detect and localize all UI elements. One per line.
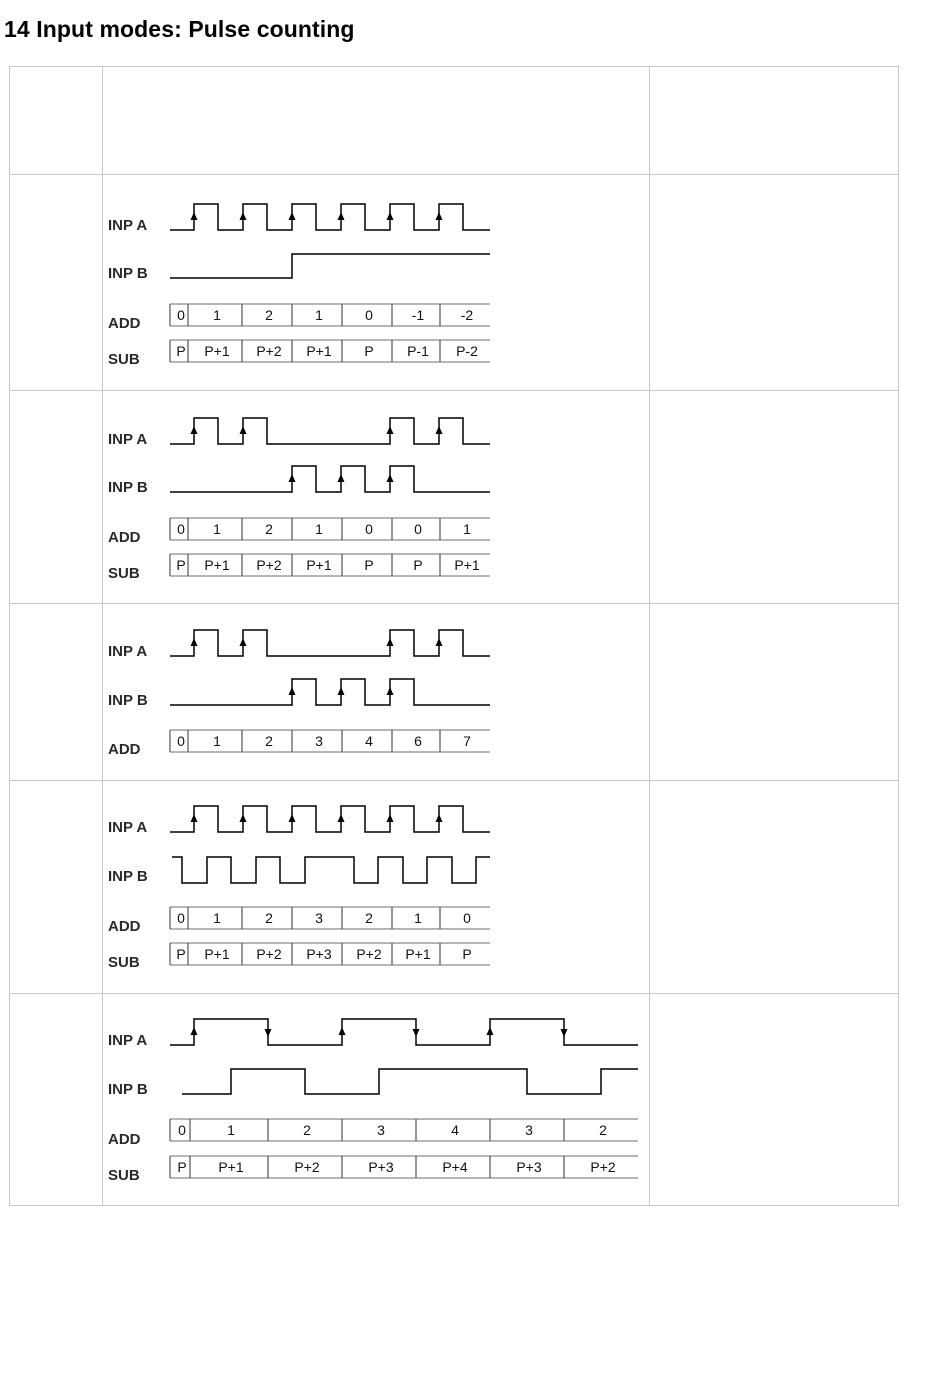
rising-edge-arrow [387,212,394,220]
sub-label: SUB [108,954,140,971]
add-row-value: 3 [315,733,323,749]
rising-edge-arrow [339,1027,346,1035]
timing-diagram-3 [104,607,644,777]
rising-edge-arrow [387,426,394,434]
add-row-value: 0 [463,910,471,926]
sub-row-value: P+1 [405,946,431,962]
page-heading: 14 Input modes: Pulse counting [4,16,355,42]
sub-row-value: P+2 [256,946,282,962]
inp-a-signal [170,204,490,230]
add-row-value: 1 [213,307,221,323]
column-divider [102,66,103,1206]
sub-row-value: P+2 [256,557,282,573]
add-row-value: 2 [265,733,273,749]
sub-row-value: P+3 [368,1159,394,1175]
timing-diagram-1 [104,180,644,380]
inp-b-label: INP B [108,1081,148,1098]
add-row-value: 7 [463,733,471,749]
rising-edge-arrow [387,814,394,822]
add-label: ADD [108,741,141,758]
timing-diagram-4 [104,783,644,983]
column-divider [649,66,650,1206]
timing-diagram-5 [104,996,644,1196]
inp-a-label: INP A [108,819,148,836]
rising-edge-arrow [240,426,247,434]
add-row-value: 4 [365,733,373,749]
sub-row-value: P-1 [407,343,429,359]
sub-row-value: P [462,946,472,962]
rising-edge-arrow [289,687,296,695]
sub-row-value: P+1 [306,343,332,359]
sub-row-value: P+1 [204,343,230,359]
rising-edge-arrow [191,212,198,220]
rising-edge-arrow [387,638,394,646]
rising-edge-arrow [387,687,394,695]
sub-row-value: P [176,343,186,359]
add-row-value: 0 [365,307,373,323]
add-label: ADD [108,315,141,332]
add-row-value: 6 [414,733,422,749]
sub-label: SUB [108,565,140,582]
add-row-value: 1 [463,521,471,537]
add-row-value: 0 [365,521,373,537]
inp-a-label: INP A [108,643,148,660]
rising-edge-arrow [240,814,247,822]
inp-a-label: INP A [108,1032,148,1049]
inp-b-label: INP B [108,692,148,709]
inp-a-label: INP A [108,217,148,234]
add-row-value: -1 [411,307,425,323]
add-label: ADD [108,918,141,935]
rising-edge-arrow [191,1027,198,1035]
inp-b-label: INP B [108,265,148,282]
sub-label: SUB [108,351,140,368]
add-row-value: 2 [265,910,273,926]
sub-row-value: P [413,557,423,573]
sub-row-value: P+3 [516,1159,542,1175]
add-row-value: 1 [213,733,221,749]
rising-edge-arrow [191,638,198,646]
add-row-value: 2 [265,521,273,537]
sub-label: SUB [108,1167,140,1184]
inp-a-label: INP A [108,431,148,448]
add-row-value: 0 [177,910,185,926]
sub-row-value: P-2 [456,343,478,359]
add-row-value: 1 [213,910,221,926]
add-row-value: 2 [265,307,273,323]
table-header-row [9,66,899,174]
inp-b-label: INP B [108,479,148,496]
add-row-value: 2 [599,1122,607,1138]
add-row-value: 0 [178,1122,186,1138]
sub-row-value: P [176,946,186,962]
add-row-value: 2 [303,1122,311,1138]
sub-row-value: P+2 [256,343,282,359]
falling-edge-arrow [265,1029,272,1037]
rising-edge-arrow [289,814,296,822]
rising-edge-arrow [191,814,198,822]
inp-a-signal [170,1019,638,1045]
inp-b-label: INP B [108,868,148,885]
add-row-value: 0 [177,733,185,749]
rising-edge-arrow [436,814,443,822]
rising-edge-arrow [338,687,345,695]
add-row-value: 1 [414,910,422,926]
add-row-value: 0 [177,307,185,323]
add-row-value: 1 [315,307,323,323]
rising-edge-arrow [387,474,394,482]
rising-edge-arrow [436,212,443,220]
sub-row-value: P [176,557,186,573]
sub-row-value: P+1 [204,946,230,962]
sub-row-value: P+4 [442,1159,468,1175]
inp-a-signal [170,630,490,656]
inp-b-signal [170,679,490,705]
add-label: ADD [108,529,141,546]
sub-row-value: P+1 [306,557,332,573]
inp-b-signal [170,254,490,278]
rising-edge-arrow [240,638,247,646]
rising-edge-arrow [338,212,345,220]
add-row-value: 1 [213,521,221,537]
rising-edge-arrow [338,814,345,822]
sub-row-value: P+1 [204,557,230,573]
rising-edge-arrow [289,474,296,482]
add-row-value: 3 [525,1122,533,1138]
inp-a-signal [170,418,490,444]
sub-row-value: P+3 [306,946,332,962]
rising-edge-arrow [240,212,247,220]
add-row-value: 3 [377,1122,385,1138]
sub-row-value: P+2 [590,1159,616,1175]
sub-row-value: P [177,1159,187,1175]
inp-b-signal [172,857,490,883]
inp-a-signal [170,806,490,832]
falling-edge-arrow [561,1029,568,1037]
rising-edge-arrow [289,212,296,220]
sub-row-value: P [364,343,374,359]
add-row-value: 1 [315,521,323,537]
falling-edge-arrow [413,1029,420,1037]
rising-edge-arrow [338,474,345,482]
add-row-value: 1 [227,1122,235,1138]
rising-edge-arrow [487,1027,494,1035]
sub-row-value: P+1 [454,557,480,573]
inp-b-signal [170,466,490,492]
sub-row-value: P [364,557,374,573]
timing-diagram-2 [104,394,644,594]
inp-b-signal [182,1069,638,1094]
add-row-value: 4 [451,1122,459,1138]
rising-edge-arrow [436,426,443,434]
rising-edge-arrow [436,638,443,646]
add-row-value: 3 [315,910,323,926]
rising-edge-arrow [191,426,198,434]
add-label: ADD [108,1131,141,1148]
sub-row-value: P+2 [356,946,382,962]
add-row-value: 2 [365,910,373,926]
add-row-value: -2 [460,307,474,323]
add-row-value: 0 [177,521,185,537]
add-row-value: 0 [414,521,422,537]
sub-row-value: P+2 [294,1159,320,1175]
sub-row-value: P+1 [218,1159,244,1175]
